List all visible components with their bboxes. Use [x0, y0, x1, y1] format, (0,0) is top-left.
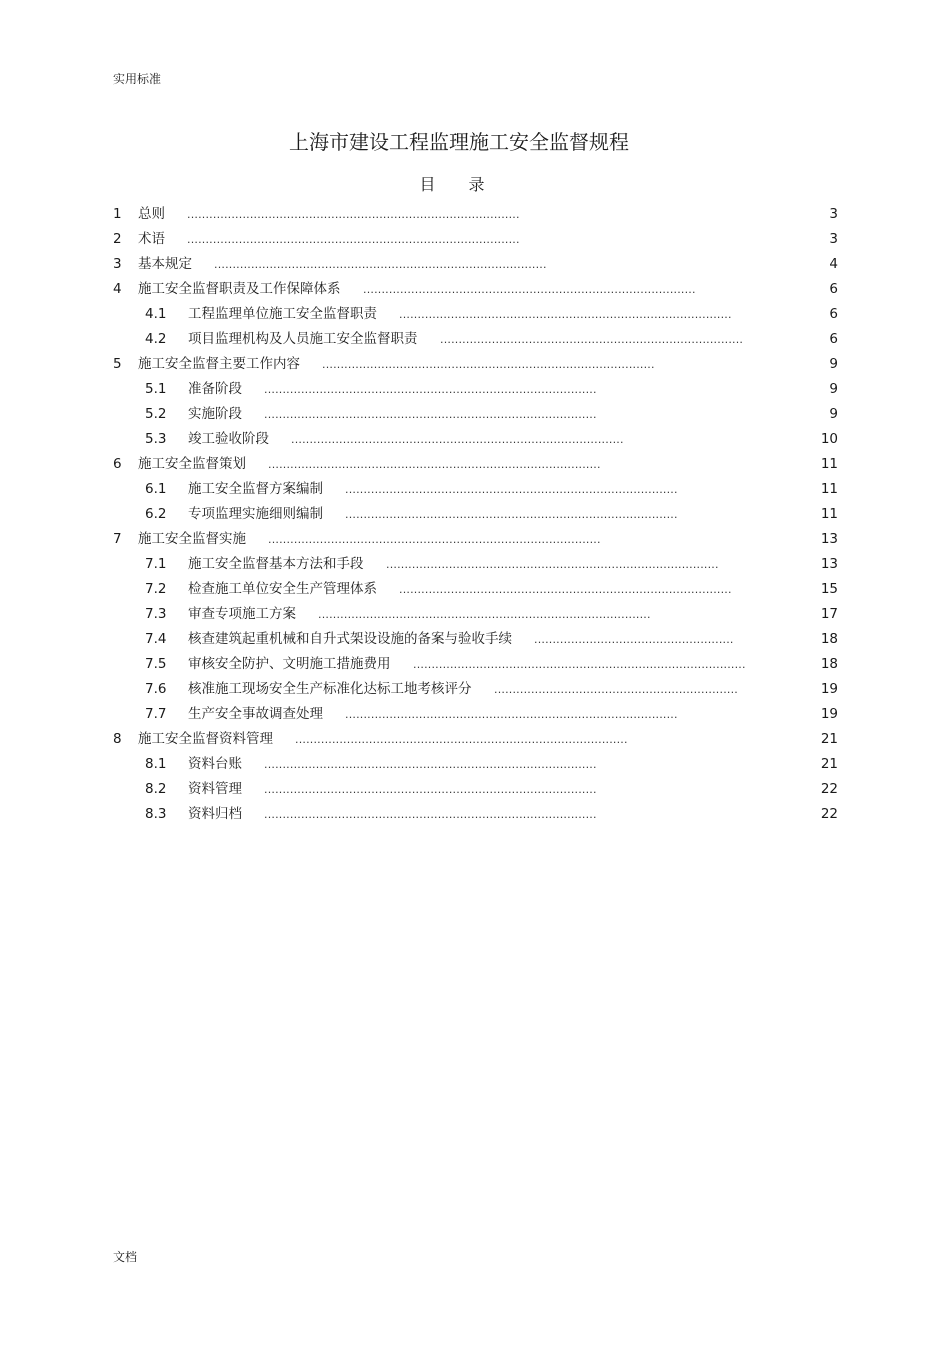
toc-entry[interactable] — [113, 352, 838, 377]
toc-dot-leader: .......................................................................................... — [268, 458, 601, 471]
toc-dot-leader: .......................................................................................... — [264, 383, 597, 396]
toc-entry-number: 6.1 — [145, 481, 167, 497]
toc-entry-title: 生产安全事故调查处理 — [188, 706, 323, 722]
toc-entry[interactable] — [113, 502, 838, 527]
toc-dot-leader: .......................................................................................... — [264, 783, 597, 796]
toc-entry-page: 19 — [820, 706, 838, 722]
toc-entry-page: 10 — [820, 431, 838, 447]
toc-entry-page: 11 — [820, 506, 838, 522]
toc-entry[interactable] — [113, 652, 838, 677]
toc-entry-title: 总则 — [138, 206, 165, 222]
toc-entry[interactable] — [113, 727, 838, 752]
toc-entry-number: 5.3 — [145, 431, 167, 447]
toc-entry-page: 21 — [820, 731, 838, 747]
toc-entry-number: 7.6 — [145, 681, 167, 697]
toc-dot-leader: .......................................................................................... — [413, 658, 746, 671]
toc-entry-number: 5.2 — [145, 406, 167, 422]
toc-dot-leader: .......................................................................................... — [291, 433, 624, 446]
toc-entry-title: 专项监理实施细则编制 — [188, 506, 323, 522]
toc-entry[interactable] — [113, 452, 838, 477]
toc-dot-leader: .......................................................................................... — [187, 233, 520, 246]
toc-dot-leader: .......................................................................................... — [268, 533, 601, 546]
toc-entry-title: 竣工验收阶段 — [188, 431, 269, 447]
toc-entry-number: 4.1 — [145, 306, 167, 322]
toc-entry-page: 9 — [829, 406, 838, 422]
toc-entry-title: 资料归档 — [188, 806, 242, 822]
toc-dot-leader: .......................................................................................... — [345, 508, 678, 521]
toc-entry-number: 7.2 — [145, 581, 167, 597]
toc-entry-title: 审查专项施工方案 — [188, 606, 296, 622]
toc-dot-leader: .......................................................................................... — [399, 583, 732, 596]
toc-entry-title: 检查施工单位安全生产管理体系 — [188, 581, 377, 597]
toc-entry-title: 基本规定 — [138, 256, 192, 272]
toc-dot-leader: .......................................................................................... — [386, 558, 719, 571]
toc-entry-page: 6 — [829, 281, 838, 297]
toc-entry[interactable] — [113, 677, 838, 702]
toc-entry[interactable] — [113, 752, 838, 777]
toc-entry-page: 13 — [820, 531, 838, 547]
toc-entry-page: 3 — [829, 206, 838, 222]
toc-entry[interactable] — [113, 577, 838, 602]
toc-dot-leader: .......................................................................................... — [187, 208, 520, 221]
toc-dot-leader: .......................................................................................... — [322, 358, 655, 371]
toc-dot-leader: .......................................................................................... — [295, 733, 628, 746]
toc-entry-title: 施工安全监督实施 — [138, 531, 246, 547]
toc-dot-leader: .......................................................................................... — [345, 708, 678, 721]
toc-entry-number: 6.2 — [145, 506, 167, 522]
toc-dot-leader: .......................................................................................... — [399, 308, 732, 321]
toc-entry[interactable] — [113, 777, 838, 802]
toc-dot-leader: .......................................................................................... — [363, 283, 696, 296]
toc-entry-title: 施工安全监督资料管理 — [138, 731, 273, 747]
toc-entry[interactable] — [113, 602, 838, 627]
toc-entry[interactable] — [113, 427, 838, 452]
toc-dot-leader: .......................................................................................... — [345, 483, 678, 496]
toc-entry-page: 18 — [820, 656, 838, 672]
toc-entry-title: 施工安全监督方案编制 — [188, 481, 323, 497]
toc-entry-title: 施工安全监督基本方法和手段 — [188, 556, 364, 572]
toc-entry-title: 工程监理单位施工安全监督职责 — [188, 306, 377, 322]
toc-entry-title: 核查建筑起重机械和自升式架设设施的备案与验收手续 — [188, 631, 512, 647]
toc-entry-number: 7.5 — [145, 656, 167, 672]
toc-entry-number: 6 — [113, 456, 122, 472]
toc-entry-page: 11 — [820, 456, 838, 472]
toc-entry-page: 22 — [820, 781, 838, 797]
toc-dot-leader: .................................................................. — [494, 683, 738, 696]
toc-dot-leader: .......................................................................................... — [264, 808, 597, 821]
toc-entry-number: 7.4 — [145, 631, 167, 647]
toc-entry[interactable] — [113, 302, 838, 327]
footer-note: 文档 — [113, 1250, 138, 1264]
toc-entry-page: 4 — [829, 256, 838, 272]
header-note: 实用标准 — [113, 72, 162, 86]
toc-entry-page: 21 — [820, 756, 838, 772]
document-title: 上海市建设工程监理施工安全监督规程 — [289, 130, 629, 154]
toc-entry-title: 施工安全监督主要工作内容 — [138, 356, 300, 372]
toc-entry[interactable] — [113, 702, 838, 727]
toc-entry-page: 9 — [829, 381, 838, 397]
toc-entry-title: 核准施工现场安全生产标准化达标工地考核评分 — [188, 681, 472, 697]
toc-entry-number: 8 — [113, 731, 122, 747]
toc-entry-page: 9 — [829, 356, 838, 372]
toc-entry-number: 2 — [113, 231, 122, 247]
toc-entry-page: 19 — [820, 681, 838, 697]
toc-entry-number: 7.3 — [145, 606, 167, 622]
toc-entry[interactable] — [113, 527, 838, 552]
toc-entry-title: 施工安全监督职责及工作保障体系 — [138, 281, 341, 297]
toc-entry[interactable] — [113, 277, 838, 302]
toc-entry-title: 术语 — [138, 231, 165, 247]
toc-entry-number: 8.2 — [145, 781, 167, 797]
toc-entry-title: 资料台账 — [188, 756, 242, 772]
toc-entry[interactable] — [113, 552, 838, 577]
toc-entry-number: 5.1 — [145, 381, 167, 397]
toc-entry-number: 7 — [113, 531, 122, 547]
toc-entry-number: 8.1 — [145, 756, 167, 772]
toc-entry-number: 5 — [113, 356, 122, 372]
toc-entry-page: 6 — [829, 331, 838, 347]
toc-entry-title: 实施阶段 — [188, 406, 242, 422]
toc-entry[interactable] — [113, 402, 838, 427]
toc-entry-number: 4 — [113, 281, 122, 297]
toc-entry-page: 3 — [829, 231, 838, 247]
toc-entry-page: 11 — [820, 481, 838, 497]
toc-dot-leader: .......................................................................................... — [318, 608, 651, 621]
toc-entry[interactable] — [113, 202, 838, 227]
toc-entry-page: 22 — [820, 806, 838, 822]
toc-entry-page: 13 — [820, 556, 838, 572]
toc-entry[interactable] — [113, 227, 838, 252]
toc-entry-title: 项目监理机构及人员施工安全监督职责 — [188, 331, 418, 347]
toc-entry-number: 1 — [113, 206, 122, 222]
toc-entry-title: 资料管理 — [188, 781, 242, 797]
toc-dot-leader: .......................................................................................... — [264, 408, 597, 421]
toc-entry-number: 7.1 — [145, 556, 167, 572]
toc-entry-page: 15 — [820, 581, 838, 597]
table-of-contents — [113, 202, 838, 827]
toc-entry-page: 17 — [820, 606, 838, 622]
toc-dot-leader: .................................................................................. — [440, 333, 744, 346]
toc-entry-number: 7.7 — [145, 706, 167, 722]
toc-entry[interactable] — [113, 377, 838, 402]
toc-heading: 目 录 — [419, 175, 499, 194]
toc-dot-leader: .......................................................................................... — [214, 258, 547, 271]
toc-dot-leader: .......................................................................................... — [264, 758, 597, 771]
toc-entry[interactable] — [113, 627, 838, 652]
toc-entry-page: 18 — [820, 631, 838, 647]
toc-entry-title: 审核安全防护、文明施工措施费用 — [188, 656, 391, 672]
toc-entry-number: 8.3 — [145, 806, 167, 822]
toc-entry-title: 准备阶段 — [188, 381, 242, 397]
toc-entry[interactable] — [113, 252, 838, 277]
toc-dot-leader: ...................................................... — [534, 633, 734, 646]
toc-entry-number: 4.2 — [145, 331, 167, 347]
toc-entry-title: 施工安全监督策划 — [138, 456, 246, 472]
toc-entry[interactable] — [113, 802, 838, 827]
toc-entry[interactable] — [113, 327, 838, 352]
toc-entry[interactable] — [113, 477, 838, 502]
toc-entry-number: 3 — [113, 256, 122, 272]
toc-entry-page: 6 — [829, 306, 838, 322]
